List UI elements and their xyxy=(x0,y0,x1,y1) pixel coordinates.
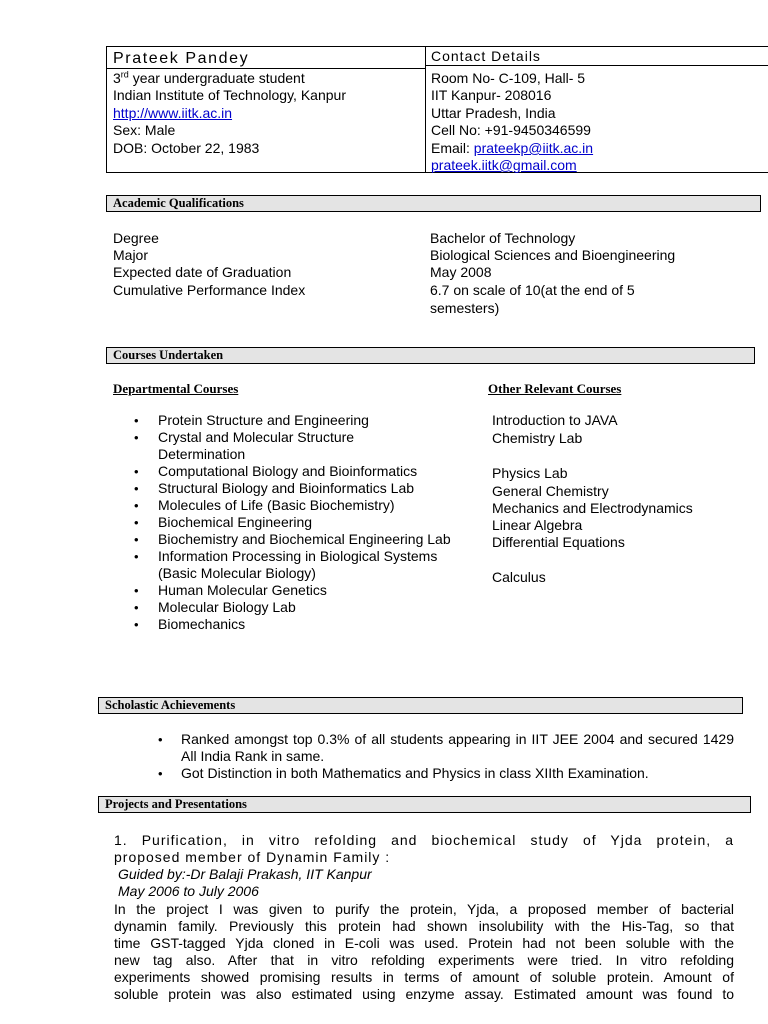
academic-label-cpi: Cumulative Performance Index xyxy=(113,282,306,298)
academic-value-cpi-cont: semesters) xyxy=(430,300,500,316)
list-item: • Molecular Biology Lab xyxy=(134,599,474,616)
sex-line: Sex: Male xyxy=(113,122,176,138)
list-item: • Biochemical Engineering xyxy=(134,514,474,531)
list-item: • Got Distinction in both Mathematics and Physics in class XIIth Examination. xyxy=(158,765,734,782)
list-item: • Human Molecular Genetics xyxy=(134,582,474,599)
list-item: General Chemistry xyxy=(492,483,609,499)
academic-label-graduation: Expected date of Graduation xyxy=(113,264,292,280)
list-item: Physics Lab xyxy=(492,465,568,481)
list-item: • Protein Structure and Engineering xyxy=(134,412,474,429)
academic-label-degree: Degree xyxy=(113,230,159,246)
project-1-body-line: soluble protein was also estimated using enzyme assay. Estimated amount was found to xyxy=(114,986,734,1002)
project-1-dates: May 2006 to July 2006 xyxy=(118,883,259,899)
header-left-rule xyxy=(107,68,425,69)
list-item: • Biomechanics xyxy=(134,616,474,633)
academic-label-major: Major xyxy=(113,247,149,263)
list-item: • Molecules of Life (Basic Biochemistry) xyxy=(134,497,474,514)
project-1-body-line: In the project I was given to purify the protein, Yjda, a proposed member of bacterial xyxy=(114,901,734,917)
academic-value-major: Biological Sciences and Bioengineering xyxy=(430,247,676,263)
project-1-body-line: time GST-tagged Yjda cloned in E-coli was used. Protein had not been soluble with the xyxy=(114,935,734,951)
academic-value-cpi: 6.7 on scale of 10(at the end of 5 xyxy=(430,282,635,298)
list-item: • Computational Biology and Bioinformatics xyxy=(134,463,474,480)
email-link-secondary[interactable]: prateek.iitk@gmail.com xyxy=(431,157,577,173)
academic-value-degree: Bachelor of Technology xyxy=(430,230,576,246)
city-line: IIT Kanpur- 208016 xyxy=(431,87,552,103)
projects-section-header: Projects and Presentations xyxy=(98,796,751,813)
list-item: Linear Algebra xyxy=(492,517,583,533)
list-item: Mechanics and Electrodynamics xyxy=(492,500,693,516)
project-1-title-line1: 1. Purification, in vitro refolding and biochemical study of Yjda protein, a xyxy=(114,832,734,848)
list-item: Differential Equations xyxy=(492,534,625,550)
state-line: Uttar Pradesh, India xyxy=(431,105,556,121)
project-1-body-line: experiments showed promising results in terms of amount of soluble protein. Amount of xyxy=(114,969,734,985)
project-1-guide: Guided by:-Dr Balaji Prakash, IIT Kanpur xyxy=(118,866,372,882)
list-item: • Biochemistry and Biochemical Engineering Lab xyxy=(134,531,458,548)
project-1-body-line: new tag also. After that in vitro refolding experiments were tried. In vitro refolding xyxy=(114,952,734,968)
list-item: Chemistry Lab xyxy=(492,430,583,446)
project-1-title-line2: proposed member of Dynamin Family : xyxy=(114,849,391,865)
academic-value-graduation: May 2008 xyxy=(430,264,492,280)
scholastic-list xyxy=(158,731,734,782)
list-item: • Structural Biology and Bioinformatics Lab xyxy=(134,480,474,497)
list-item: • Ranked amongst top 0.3% of all students appearing in IIT JEE 2004 and secured 1429 All India Rank in same. xyxy=(158,731,734,765)
list-item: • Information Processing in Biological Systems (Basic Molecular Biology) xyxy=(134,548,478,582)
contact-details-title: Contact Details xyxy=(431,48,541,64)
dob-line: DOB: October 22, 1983 xyxy=(113,140,260,156)
cell-line: Cell No: +91-9450346599 xyxy=(431,122,591,138)
year-line: 3rd year undergraduate student xyxy=(113,69,305,86)
website-link[interactable]: http://www.iitk.ac.in xyxy=(113,105,233,121)
institute-line: Indian Institute of Technology, Kanpur xyxy=(113,87,346,103)
email-link-primary[interactable]: prateekp@iitk.ac.in xyxy=(473,140,594,156)
email-line-2 xyxy=(431,157,577,174)
candidate-name: Prateek Pandey xyxy=(113,50,250,67)
room-line: Room No- C-109, Hall- 5 xyxy=(431,70,586,86)
scholastic-section-header: Scholastic Achievements xyxy=(98,697,743,714)
courses-section-header: Courses Undertaken xyxy=(106,347,755,364)
list-item: • Crystal and Molecular Structure Determination xyxy=(134,429,388,463)
departmental-courses-heading: Departmental Courses xyxy=(113,381,239,396)
list-item: Introduction to JAVA xyxy=(492,412,618,428)
email-line: Email: prateekp@iitk.ac.in xyxy=(431,140,594,156)
departmental-courses-list xyxy=(134,412,474,633)
list-item: Calculus xyxy=(492,569,546,585)
academic-section-header: Academic Qualifications xyxy=(106,195,761,212)
header-table xyxy=(106,46,768,173)
other-courses-heading: Other Relevant Courses xyxy=(488,381,622,396)
project-1-body-line: dynamin family. Previously this protein had shown insolubility with the His-Tag, so that xyxy=(114,918,734,934)
